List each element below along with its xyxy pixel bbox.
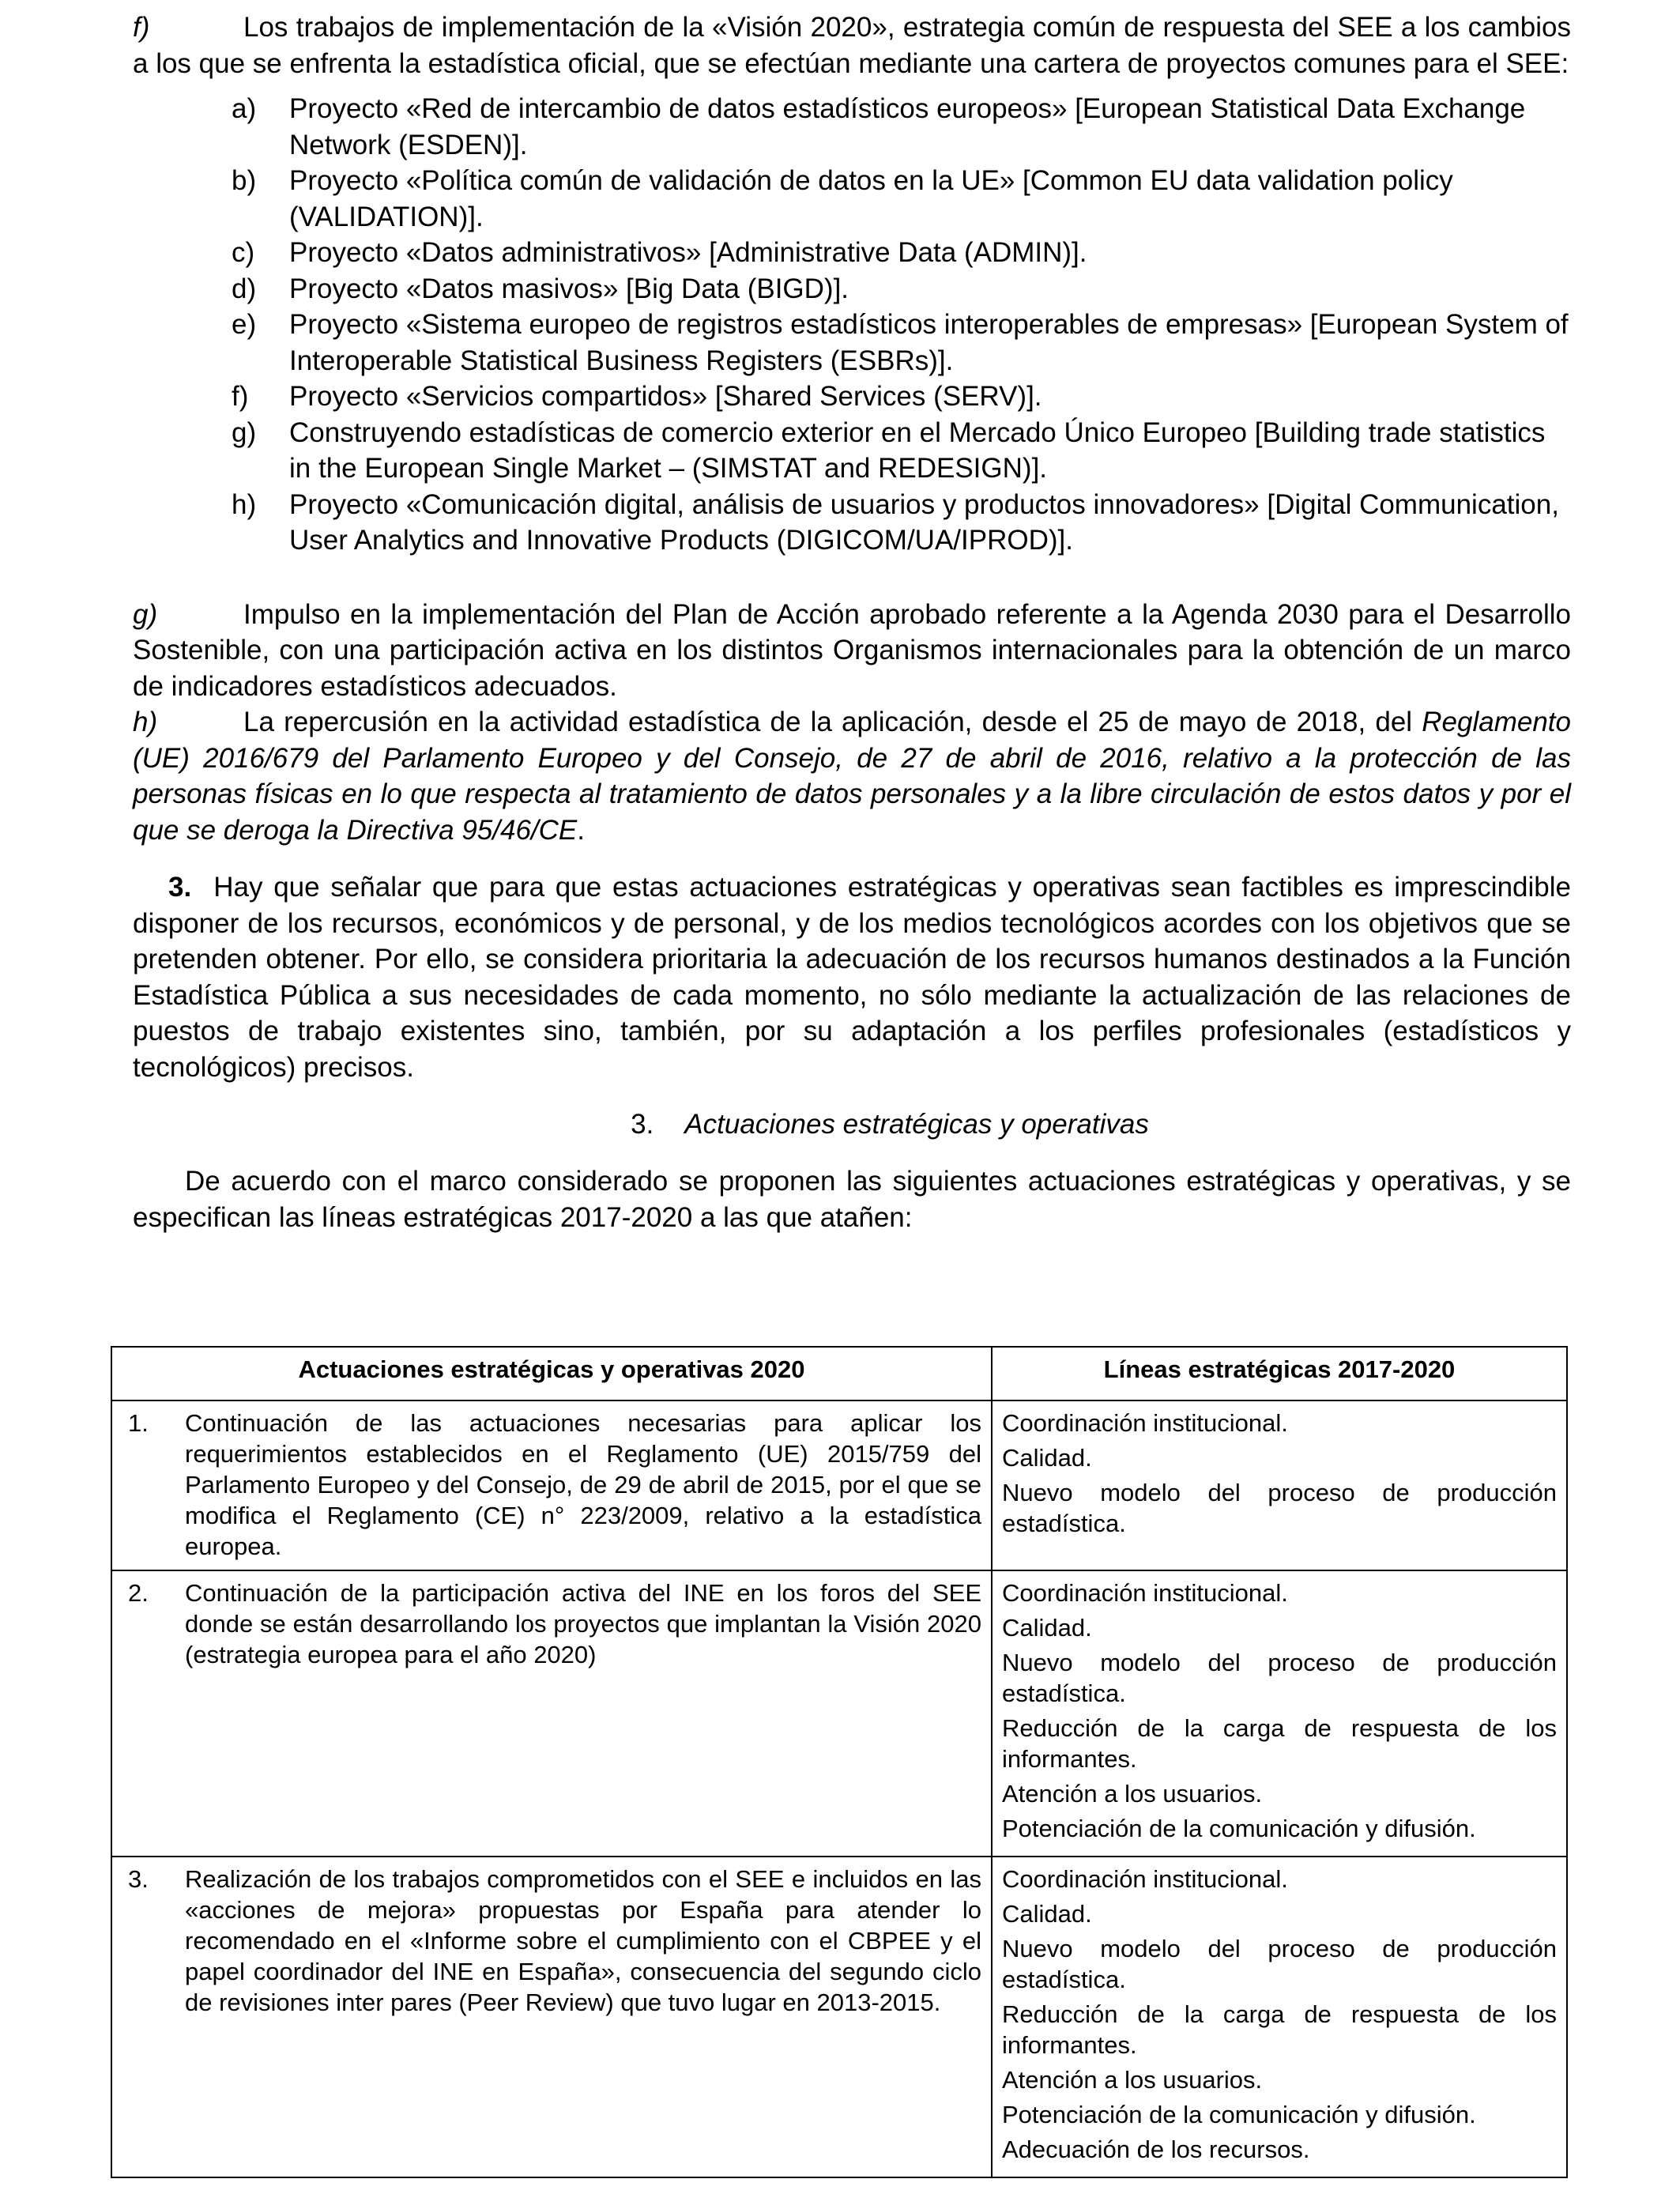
table-header-row xyxy=(111,1347,1567,1400)
list-marker: e) xyxy=(232,309,257,340)
intro-paragraph: De acuerdo con el marco considerado se proponen las siguientes actuaciones estratégicas y operativas, y se especifican las líneas estratégicas 2017-2020 a las que atañen: xyxy=(133,1166,1571,1233)
list-item xyxy=(133,163,1571,235)
paragraph-g-text: Impulso en la implementación del Plan de Acción aprobado referente a la Agenda 2030 para el Desarrollo Sostenible, con una participación activa en los distintos Organismos internacionales para la obtención de un marco de indicadores estadísticos adecuados. xyxy=(133,598,1571,702)
list-item-text: Proyecto «Red de intercambio de datos estadísticos europeos» [European Statistical Data Exchange Network (ESDEN)]. xyxy=(289,93,1526,160)
lines-cell xyxy=(992,1570,1567,1857)
action-number: 2. xyxy=(128,1579,149,1607)
list-marker: d) xyxy=(232,273,257,304)
paragraph-h-end: . xyxy=(577,814,586,846)
list-item xyxy=(133,487,1571,559)
paragraph-3 xyxy=(133,869,1571,1085)
list-item-text: Proyecto «Política común de validación de datos en la UE» [Common EU data validation policy (VALIDATION)]. xyxy=(289,165,1453,232)
strategic-line: Nuevo modelo del proceso de producción estadística. xyxy=(1002,1649,1557,1707)
strategic-line: Atención a los usuarios. xyxy=(1002,1780,1263,1808)
action-number: 1. xyxy=(128,1409,149,1437)
list-marker: h) xyxy=(232,488,257,520)
list-item-text: Proyecto «Servicios compartidos» [Shared Services (SERV)]. xyxy=(289,381,1042,412)
list-marker: b) xyxy=(232,165,257,196)
strategic-line: Calidad. xyxy=(1002,1900,1092,1928)
lines-cell xyxy=(992,1857,1567,2177)
action-text: Continuación de la participación activa del INE en los foros del SEE donde se están desarrollando los proyectos que implantan la Visión 2020 (estrategia europea para el año 2020) xyxy=(185,1579,981,1668)
paragraph-f-text: Los trabajos de implementación de la «Visión 2020», estrategia común de respuesta del SEE a los cambios a los que se enfrenta la estadística oficial, que se efectúan mediante una cartera de proyectos comunes para el SEE: xyxy=(133,12,1571,79)
list-item-text: Proyecto «Datos masivos» [Big Data (BIGD)]. xyxy=(289,273,849,304)
action-cell xyxy=(111,1570,992,1857)
table-row xyxy=(111,1400,1567,1570)
list-item-text: Proyecto «Sistema europeo de registros estadísticos interoperables de empresas» [European System of Interoperable Statistical Business Registers (ESBRs)]. xyxy=(289,309,1569,376)
action-text: Realización de los trabajos comprometidos con el SEE e incluidos en las «acciones de mejora» propuestas por España para atender lo recomendado en el «Informe sobre el cumplimiento con el CBPEE y el papel coordinador del INE en España», consecuencia del segundo ciclo de revisiones inter pares (Peer Review) que tuvo lugar en 2013-2015. xyxy=(185,1865,981,2016)
list-marker: f) xyxy=(232,381,249,412)
paragraph-3-text: Hay que señalar que para que estas actuaciones estratégicas y operativas sean factibles es imprescindible disponer de los recursos, económicos y de personal, y de los medios tecnológicos acordes con los objetivos que se pretenden obtener. Por ello, se considera prioritaria la adecuación de los recursos humanos destinados a la Función Estadística Pública a sus necesidades de cada momento, no sólo mediante la actualización de las relaciones de puestos de trabajo existentes sino, también, por su adaptación a los perfiles profesionales (estadísticos y tecnológicos) precisos. xyxy=(133,872,1571,1083)
regulation-citation: Reglamento (UE) 2016/679 del Parlamento Europeo y del Consejo, de 27 de abril de 2016, relativo a la protección de las personas físicas en lo que respecta al tratamiento de datos personales y a la libre circulación de estos datos y por el que se deroga la Directiva 95/46/CE xyxy=(133,707,1571,846)
list-item-text: Proyecto «Datos administrativos» [Administrative Data (ADMIN)]. xyxy=(289,237,1087,268)
header-actions: Actuaciones estratégicas y operativas 2020 xyxy=(111,1347,992,1400)
list-item xyxy=(133,271,1571,307)
table-row xyxy=(111,1857,1567,2177)
paragraph-h xyxy=(133,704,1571,848)
paragraph-h-text: La repercusión en la actividad estadística de la aplicación, desde el 25 de mayo de 2018, del xyxy=(243,707,1422,737)
strategic-line: Atención a los usuarios. xyxy=(1002,2066,1263,2094)
action-text: Continuación de las actuaciones necesarias para aplicar los requerimientos establecidos en el Reglamento (UE) 2015/759 del Parlamento Europeo y del Consejo, de 29 de abril de 2015, por el que se modifica el Reglamento (CE) n° 223/2009, relativo a la estadística europea. xyxy=(185,1409,981,1560)
strategic-line: Reducción de la carga de respuesta de los informantes. xyxy=(1002,2000,1557,2059)
strategic-line: Coordinación institucional. xyxy=(1002,1865,1288,1893)
header-strategic-lines: Líneas estratégicas 2017-2020 xyxy=(992,1347,1567,1400)
action-cell xyxy=(111,1400,992,1570)
strategic-line: Calidad. xyxy=(1002,1444,1092,1472)
strategic-line: Nuevo modelo del proceso de producción estadística. xyxy=(1002,1935,1557,1993)
list-marker: a) xyxy=(232,93,257,124)
lines-cell xyxy=(992,1400,1567,1570)
actions-table xyxy=(111,1346,1568,2178)
list-item xyxy=(133,307,1571,379)
strategic-line: Adecuación de los recursos. xyxy=(1002,2136,1310,2163)
list-item xyxy=(133,235,1571,271)
paragraph-g xyxy=(133,597,1571,705)
list-marker: c) xyxy=(232,237,255,268)
list-item xyxy=(133,415,1571,487)
paragraph-f xyxy=(133,9,1571,81)
projects-list xyxy=(133,91,1571,559)
list-item xyxy=(133,379,1571,415)
list-item-text: Construyendo estadísticas de comercio exterior en el Mercado Único Europeo [Building trade statistics in the European Single Market – (SIMSTAT and REDESIGN)]. xyxy=(289,417,1546,484)
table-row xyxy=(111,1570,1567,1857)
strategic-line: Calidad. xyxy=(1002,1614,1092,1642)
document-page xyxy=(133,9,1571,1235)
action-cell xyxy=(111,1857,992,2177)
paragraph-h-label: h) xyxy=(133,707,158,737)
section-heading-number: 3. xyxy=(631,1109,654,1140)
list-item xyxy=(133,91,1571,163)
strategic-line: Coordinación institucional. xyxy=(1002,1579,1288,1607)
section-heading xyxy=(133,1106,1571,1142)
strategic-line: Potenciación de la comunicación y difusión. xyxy=(1002,2101,1476,2128)
list-item-text: Proyecto «Comunicación digital, análisis de usuarios y productos innovadores» [Digital Communication, User Analytics and Innovative Products (DIGICOM/UA/IPROD)]. xyxy=(289,488,1559,556)
paragraph-3-number: 3. xyxy=(168,872,192,903)
section-heading-title: Actuaciones estratégicas y operativas xyxy=(684,1109,1149,1140)
strategic-line: Reducción de la carga de respuesta de los informantes. xyxy=(1002,1714,1557,1773)
strategic-line: Potenciación de la comunicación y difusión. xyxy=(1002,1815,1476,1842)
strategic-line: Coordinación institucional. xyxy=(1002,1409,1288,1437)
action-number: 3. xyxy=(128,1865,149,1893)
paragraph-g-label: g) xyxy=(133,598,158,630)
list-marker: g) xyxy=(232,417,257,448)
strategic-line: Nuevo modelo del proceso de producción estadística. xyxy=(1002,1479,1557,1537)
paragraph-f-label: f) xyxy=(133,12,150,43)
